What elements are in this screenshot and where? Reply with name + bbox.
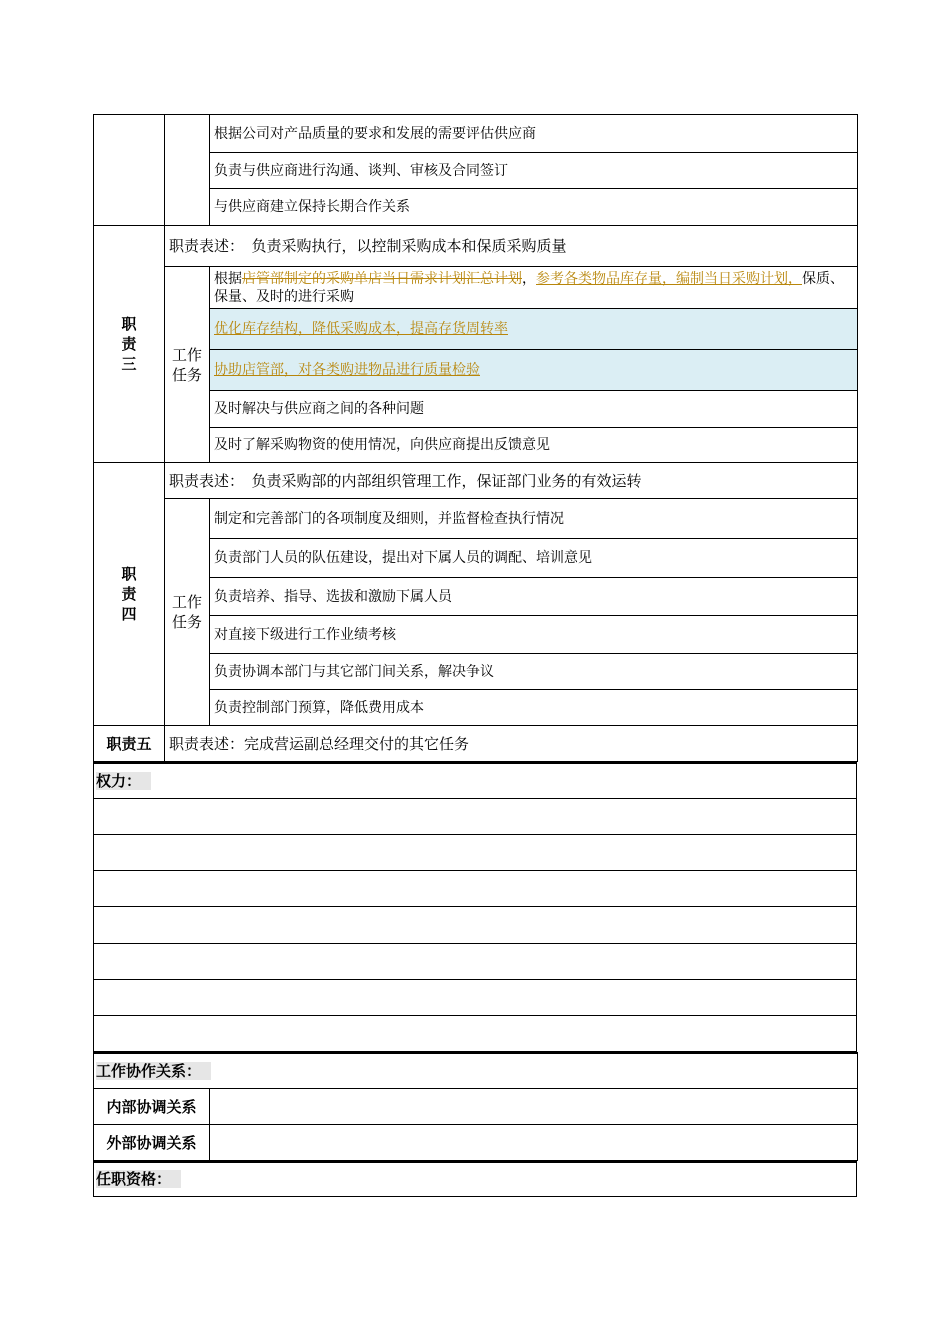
job-description-sheet [93, 114, 857, 1197]
duty3-task-3 [210, 350, 858, 391]
duty3-task-1-separator: ， [522, 270, 536, 287]
power-table [93, 762, 857, 1052]
duty3-task-2-text: 优化库存结构，降低采购成本，提高存货周转率 [214, 321, 508, 337]
duty3-label [94, 226, 165, 463]
power-row-6 [94, 979, 857, 1015]
power-row-2 [94, 834, 857, 870]
power-title: 权力： [96, 772, 151, 790]
prev-task-label-cell [165, 115, 210, 226]
duty4-task-label [165, 499, 210, 726]
duty3-task-1-struck-text: 店管部制定的采购单店当日需求计划汇总计划 [242, 270, 522, 287]
top-task-3: 与供应商建立保持长期合作关系 [210, 189, 858, 226]
top-task-1: 根据公司对产品质量的要求和发展的需要评估供应商 [210, 115, 858, 153]
duty3-statement: 职责表述： 负责采购执行，以控制采购成本和保质采购质量 [165, 226, 858, 267]
duty3-task-1-suffix: 保质、保量、及时的进行采购 [214, 270, 844, 305]
duty3-task-label-line-2: 任务 [171, 365, 202, 384]
duty4-label-char-2: 责 [121, 585, 137, 603]
power-row-3 [94, 870, 857, 906]
duty3-label-char-1: 职 [121, 315, 137, 333]
top-task-2: 负责与供应商进行沟通、谈判、审核及合同签订 [210, 153, 858, 189]
power-heading [94, 763, 857, 798]
duty4-task-6: 负责控制部门预算，降低费用成本 [210, 690, 858, 726]
external-collab-label: 外部协调关系 [94, 1125, 210, 1161]
duty3-task-label-line-1: 工作 [171, 345, 202, 364]
duty4-label-char-3: 四 [121, 605, 137, 623]
duty3-label-char-2: 责 [121, 335, 137, 353]
collab-table [93, 1052, 858, 1162]
duty5-statement: 职责表述：完成营运副总经理交付的其它任务 [165, 726, 858, 762]
duty3-task-1-linked-text: 参考各类物品库存量，编制当日采购计划， [536, 270, 802, 287]
duty4-task-4: 对直接下级进行工作业绩考核 [210, 616, 858, 654]
duty4-task-5: 负责协调本部门与其它部门间关系，解决争议 [210, 654, 858, 690]
duty4-task-2: 负责部门人员的队伍建设，提出对下属人员的调配、培训意见 [210, 539, 858, 578]
duty4-task-1: 制定和完善部门的各项制度及细则，并监督检查执行情况 [210, 499, 858, 539]
duty3-task-4: 及时解决与供应商之间的各种问题 [210, 391, 858, 428]
duty3-task-label [165, 267, 210, 463]
duty3-task-3-text: 协助店管部，对各类购进物品进行质量检验 [214, 362, 480, 378]
prev-duty-label-cell [94, 115, 165, 226]
duty3-task-1 [210, 267, 858, 309]
duty3-task-2 [210, 309, 858, 350]
qualification-heading [94, 1162, 857, 1196]
duty4-task-label-line-1: 工作 [171, 593, 202, 611]
duty5-label: 职责五 [94, 726, 165, 762]
duty4-task-label-line-2: 任务 [171, 613, 202, 631]
duty4-label-char-1: 职 [121, 565, 137, 583]
power-row-4 [94, 906, 857, 943]
duty3-task-1-prefix: 根据 [214, 270, 242, 287]
collab-title: 工作协作关系： [96, 1062, 211, 1080]
duty3-task-5: 及时了解采购物资的使用情况，向供应商提出反馈意见 [210, 428, 858, 463]
collab-heading [94, 1053, 858, 1089]
duty3-label-char-3: 三 [121, 355, 137, 373]
duty4-label [94, 463, 165, 726]
duties-table [93, 114, 858, 762]
duty4-task-3: 负责培养、指导、选拔和激励下属人员 [210, 578, 858, 616]
power-row-7 [94, 1015, 857, 1051]
duty4-statement: 职责表述： 负责采购部的内部组织管理工作，保证部门业务的有效运转 [165, 463, 858, 499]
power-row-5 [94, 943, 857, 979]
qualification-title: 任职资格： [96, 1170, 181, 1188]
power-row-1 [94, 798, 857, 834]
external-collab-value [210, 1125, 858, 1161]
qualification-table [93, 1161, 857, 1197]
internal-collab-value [210, 1089, 858, 1125]
internal-collab-label: 内部协调关系 [94, 1089, 210, 1125]
